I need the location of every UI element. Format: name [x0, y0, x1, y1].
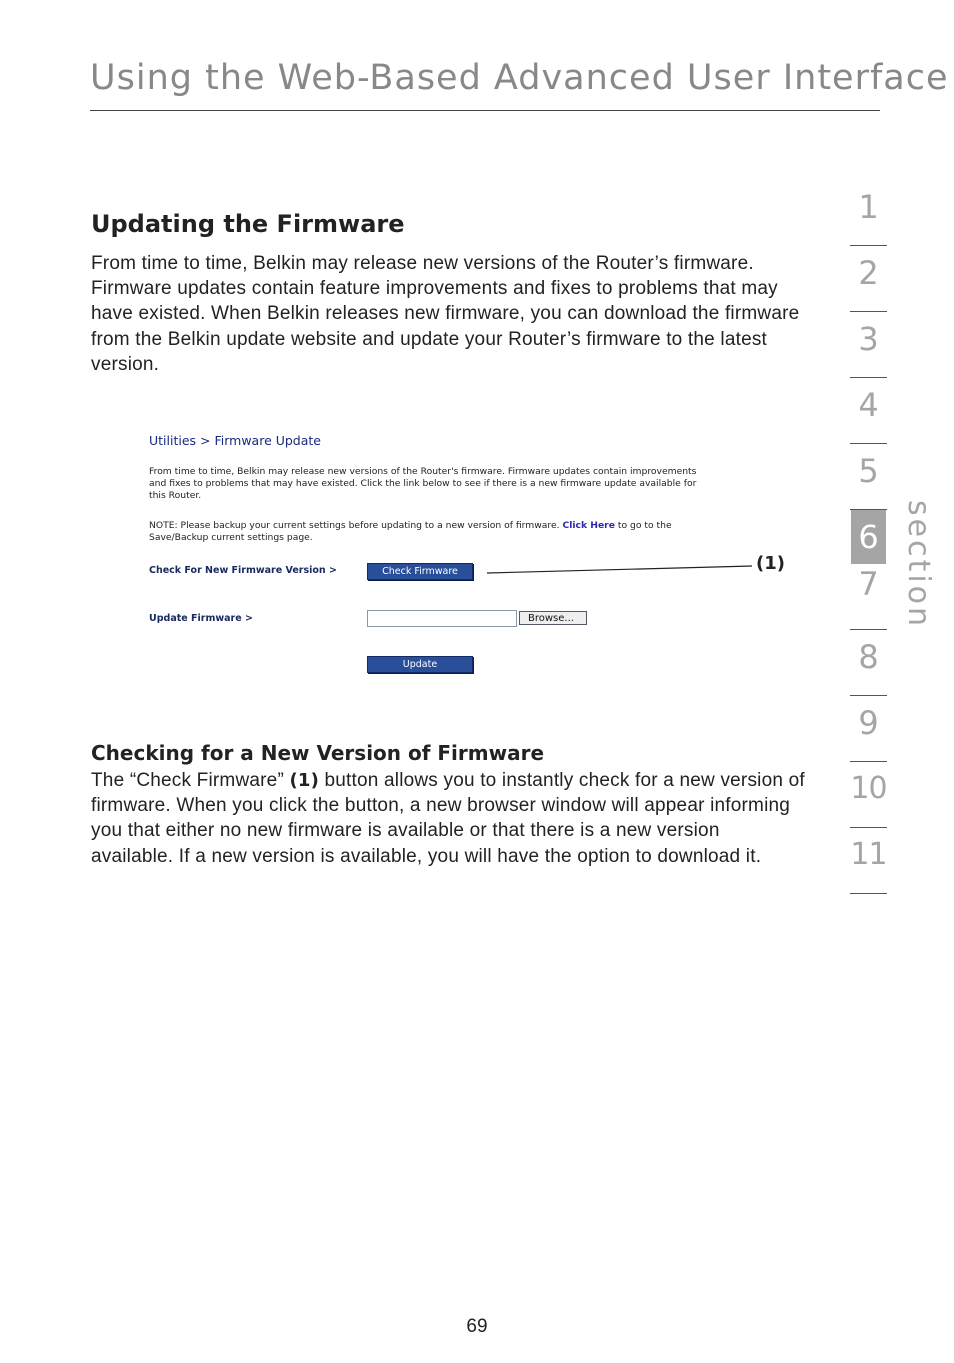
check-firmware-button[interactable]: Check Firmware [367, 563, 473, 580]
update-firmware-label: Update Firmware > [149, 613, 253, 624]
firmware-file-input[interactable] [367, 610, 517, 627]
section-tab-9[interactable]: 9 [850, 696, 887, 762]
click-here-link[interactable]: Click Here [562, 520, 615, 531]
section-vertical-label [896, 500, 936, 630]
section-tab-2[interactable]: 2 [850, 246, 887, 312]
section-tab-7[interactable]: 7 [850, 564, 887, 630]
section-tab-8[interactable]: 8 [850, 630, 887, 696]
section-heading-checking-firmware: Checking for a New Version of Firmware [91, 741, 545, 765]
ui-note-suffix: to go to the Save/Backup current settings page. [149, 520, 672, 543]
section-label-text: section [901, 500, 936, 630]
ui-note [149, 520, 709, 544]
update-button[interactable]: Update [367, 656, 473, 673]
ui-note-prefix: NOTE: Please backup your current settings before updating to a new version of firmware. [149, 520, 560, 531]
firmware-update-screenshot [149, 425, 789, 685]
ui-description: From time to time, Belkin may release new versions of the Router's firmware. Firmware updates contain improvements and fixes to problems that may have existed. Click the link below to see if there is a new firmware update available for this Router. [149, 466, 697, 501]
checking-text-before: The “Check Firmware” [91, 770, 290, 791]
browse-button[interactable]: Browse... [519, 611, 587, 625]
checking-firmware-paragraph [91, 768, 806, 869]
page-number: 69 [466, 1316, 488, 1337]
section-tab-10[interactable]: 10 [850, 762, 887, 828]
callout-label-1: (1) [756, 553, 785, 574]
ui-page-title: Utilities > Firmware Update [149, 433, 321, 448]
page-header-title: Using the Web-Based Advanced User Interface [90, 58, 949, 98]
inline-callout-1: (1) [289, 770, 320, 791]
section-tab-4[interactable]: 4 [850, 378, 887, 444]
updating-firmware-paragraph: From time to time, Belkin may release new versions of the Router’s firmware. Firmware updates contain feature improvements and fixes to problems that may have existed. When Belkin releases new firmware, you can download the firmware from the Belkin update website and update your Router’s firmware to the latest version. [91, 253, 800, 375]
header-divider [90, 110, 880, 111]
section-tab-5[interactable]: 5 [850, 444, 887, 510]
section-heading-updating-firmware: Updating the Firmware [91, 210, 405, 238]
checking-text-after: button allows you to instantly check for a new version of firmware. When you click the button, a new browser window will appear informing you that either no new firmware is available or that there is a new version available. If a new version is available, you will have the option to download it. [91, 770, 805, 867]
section-tab-1[interactable]: 1 [850, 180, 887, 246]
section-tab-11[interactable]: 11 [850, 828, 887, 894]
section-tab-6-active[interactable]: 6 [851, 510, 886, 564]
section-tab-3[interactable]: 3 [850, 312, 887, 378]
check-firmware-label: Check For New Firmware Version > [149, 565, 337, 576]
